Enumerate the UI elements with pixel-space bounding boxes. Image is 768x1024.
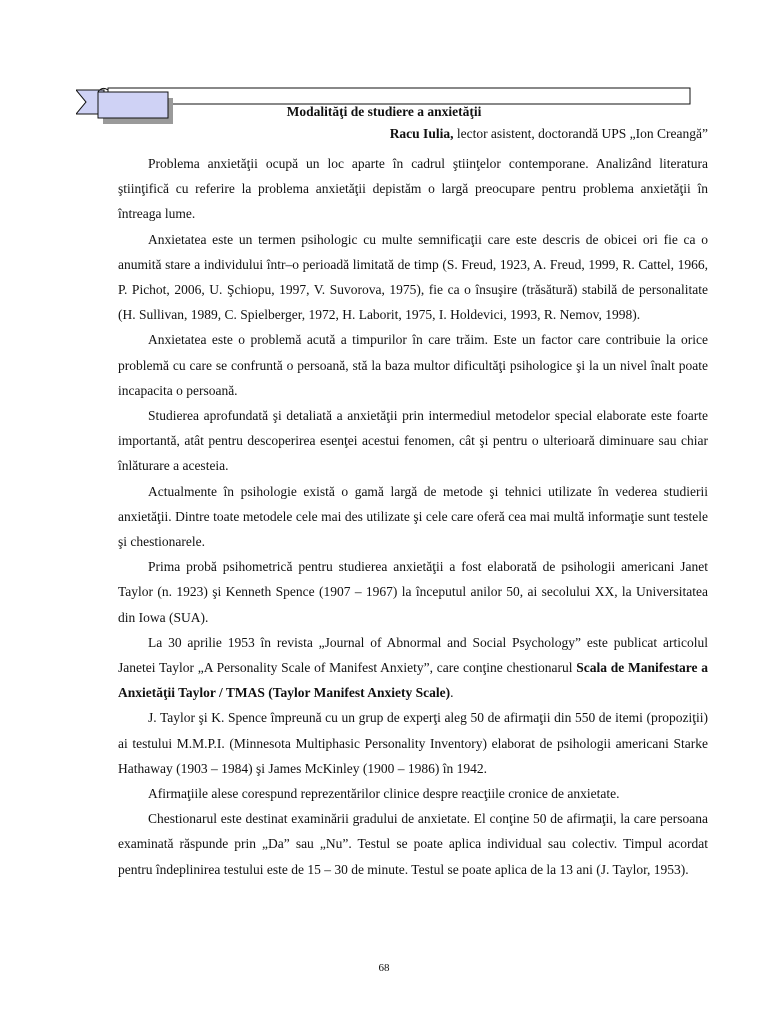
paragraph-5: Actualmente în psihologie există o gamă largă de metode şi tehnici utilizate în vederea studierii anxietăţii. Dintre toate metodele cele mai des utilizate şi cele care oferă cea mai multă informaţie sunt testele şi chestionarele. xyxy=(118,483,708,550)
paragraph-7-text: La 30 aprilie 1953 în revista „Journal of Abnormal and Social Psychology” este publicat articolul Janetei Taylor „A Personality Scale of Manifest Anxiety”, care conţine chestionarul xyxy=(118,634,708,676)
paragraph-9: Afirmaţiile alese corespund reprezentărilor clinice despre reacţiile cronice de anxietate. xyxy=(148,786,620,802)
paragraph-4: Studierea aprofundată şi detaliată a anxietăţii prin intermediul metodelor special elaborate este foarte importantă, atât pentru descoperirea esenţei acestui fenomen, cât şi pentru o ulterioară diminuare sau chiar înlăturare a acesteia. xyxy=(118,408,708,474)
article-body xyxy=(118,151,708,882)
author-name: Racu Iulia, xyxy=(389,126,454,141)
paragraph-6: Prima probă psihometrică pentru studierea anxietăţii a fost elaborată de psihologii americani Janet Taylor (n. 1923) şi Kenneth Spence (1907 – 1967) la începutul anilor 50, ai secolului XX, la Universitatea din Iowa (SUA). xyxy=(118,559,708,625)
page-number: 68 xyxy=(378,962,390,974)
author-affiliation: lector asistent, doctorandă UPS „Ion Creangă” xyxy=(453,126,708,141)
paragraph-8: J. Taylor şi K. Spence împreună cu un grup de experţi aleg 50 de afirmaţii din 550 de itemi (propoziţii) ai testului M.M.P.I. (Minnesota Multiphasic Personality Inventory) elaborat de psihologii americani Starke Hathaway (1903 – 1984) şi James McKinley (1900 – 1986) în 1942. xyxy=(118,710,708,776)
paragraph-1: Problema anxietăţii ocupă un loc aparte în cadrul ştiinţelor contemporane. Analizând literatura ştiinţifică cu referire la problema anxietăţii depistăm o largă preocupare pentru problema anxietăţii în întreaga lume. xyxy=(118,156,708,222)
paragraph-3: Anxietatea este o problemă acută a timpurilor în care trăim. Este un factor care contribuie la orice problemă cu care se confruntă o persoană, stă la baza multor dificultăţi psihologice şi la un nivel înalt poate incapacita o persoană. xyxy=(118,332,708,398)
author-line xyxy=(390,126,708,142)
paragraph-7-end: . xyxy=(450,685,454,701)
paragraph-10: Chestionarul este destinat examinării gradului de anxietate. El conţine 50 de afirmaţii, la care persoana examinată răspunde prin „Da” sau „Nu”. Testul se poate aplica individual sau colectiv. Timpul acordat pentru îndeplinirea testului este de 15 – 30 de minute. Testul se poate aplica de la 13 ani (J. Taylor, 1953). xyxy=(118,811,708,877)
banner-bar xyxy=(108,88,690,104)
scale-name: Scala de Manifestare a Anxietăţii Taylor / TMAS (Taylor Manifest Anxiety Scale) xyxy=(118,660,708,701)
paragraph-2: Anxietatea este un termen psihologic cu multe semnificaţii care este descris de obicei ori fie ca o anumită stare a individului într–o perioadă limitată de timp (S. Freud, 1923, A. Freud, 1999, R. Cattel, 1966, P. Pichot, 2006, U. Şchiopu, 1997, V. Suvorova, 1975), fie ca o însuşire (trăsătură) stabilă de personalitate (H. Sullivan, 1989, C. Spielberger, 1972, H. Laborit, 1975, I. Holdevici, 1993, R. Nemov, 1998). xyxy=(118,231,708,323)
paragraph-7 xyxy=(118,630,708,706)
article-title: Modalităţi de studiere a anxietăţii xyxy=(286,104,482,119)
